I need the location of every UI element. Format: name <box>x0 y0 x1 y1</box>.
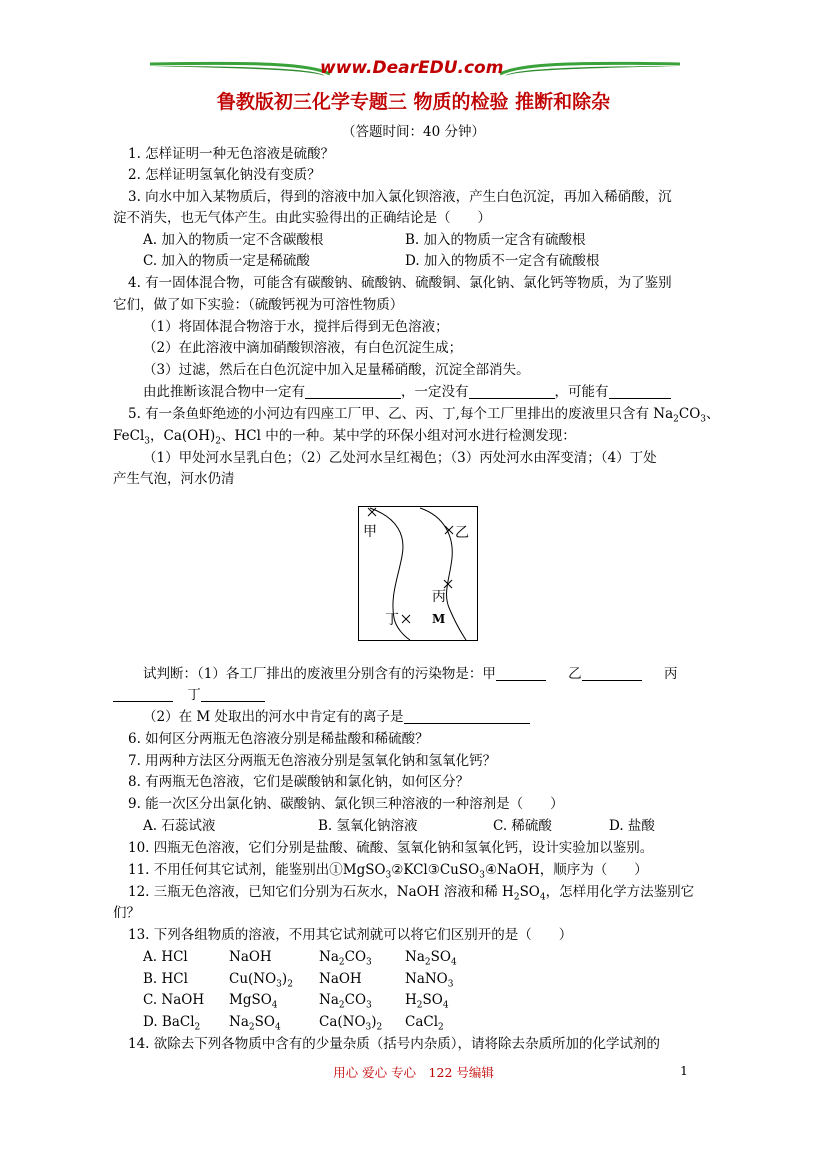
answer-blank[interactable] <box>496 666 546 681</box>
question-9: 9. 能一次区分出氯化钠、碳酸钠、氯化钡三种溶液的一种溶剂是（ ） <box>128 796 564 812</box>
factory-bing-label: 丙 <box>432 589 446 605</box>
question-4-conclusion: 由此推断该混合物中一定有 ，一定没有 ，可能有 <box>143 383 671 401</box>
question-4-step3: （3）过滤，然后在白色沉淀中加入足量稀硝酸，沉淀全部消失。 <box>143 362 530 378</box>
question-4-step1: （1）将固体混合物溶于水，搅拌后得到无色溶液； <box>143 319 449 335</box>
question-3-option-d: D. 加入的物质不一定含有硫酸根 <box>405 253 600 269</box>
question-3-option-c: C. 加入的物质一定是稀硫酸 <box>143 253 310 269</box>
page-number: 1 <box>680 1063 688 1078</box>
question-12-line1: 12. 三瓶无色溶液，已知它们分别为石灰水，NaOH 溶液和稀 $H_2SO_4$，怎样用化学方法鉴别它 <box>128 884 695 903</box>
question-1: 1. 怎样证明一种无色溶液是硫酸？ <box>128 146 335 162</box>
question-9-option-b: B. 氢氧化钠溶液 <box>318 818 418 834</box>
question-10: 10. 四瓶无色溶液，它们分别是盐酸、硫酸、氢氧化钠和氢氧化钙，设计实验加以鉴别。 <box>128 840 654 856</box>
river-map-diagram <box>358 506 478 642</box>
question-13: 13. 下列各组物质的溶液，不用其它试剂就可以将它们区别开的是（ ） <box>128 927 573 943</box>
point-m-label: M <box>432 612 446 626</box>
question-5-judge-line2: 丁 <box>113 686 265 704</box>
answer-blank[interactable] <box>305 384 401 399</box>
question-5-line1: 5. 有一条鱼虾绝迹的小河边有四座工厂甲、乙、丙、丁,每个工厂里排出的废液里只含有 $Na_2CO_3$、 <box>128 406 720 425</box>
page-title: 鲁教版初三化学专题三 物质的检验 推断和除杂 <box>216 91 611 113</box>
answer-blank[interactable] <box>404 709 530 724</box>
answer-blank[interactable] <box>582 666 642 681</box>
question-13-option-b: B. HCl $Cu(NO_3)_2$ NaOH NaNO$_3$ <box>143 971 454 990</box>
question-12-line2: 们？ <box>113 905 140 921</box>
answer-blank[interactable] <box>609 384 671 399</box>
question-3-option-a: A. 加入的物质一定不含碳酸根 <box>143 232 324 248</box>
question-5-line3: （1）甲处河水呈乳白色；（2）乙处河水呈红褐色；（3）丙处河水由浑变清；（4）丁处 <box>143 450 657 466</box>
question-13-option-a: A. HCl NaOH $Na_2CO_3$ $Na_2SO_4$ <box>143 949 457 968</box>
question-5-line2: FeCl$_3$，$Ca(OH)_2$、HCl 中的一种。某中学的环保小组对河水进行检测发现： <box>113 428 576 447</box>
question-9-option-c: C. 稀硫酸 <box>493 818 552 834</box>
question-11: 11. 不用任何其它试剂，能鉴别出①MgSO$_3$②KCl③CuSO$_3$④NaOH，顺序为（ ） <box>128 862 648 881</box>
question-2: 2. 怎样证明氢氧化钠没有变质？ <box>128 167 321 183</box>
factory-jia-label: 甲 <box>363 524 377 540</box>
answer-blank[interactable] <box>113 687 173 702</box>
answer-blank[interactable] <box>469 384 555 399</box>
question-8: 8. 有两瓶无色溶液，它们是碳酸钠和氯化钠，如何区分？ <box>128 774 470 790</box>
question-13-option-d: D. BaCl$_2$ $Na_2SO_4$ $Ca(NO_3)_2$ CaCl$_2$ <box>143 1014 444 1033</box>
question-7: 7. 用两种方法区分两瓶无色溶液分别是氢氧化钠和氢氧化钙？ <box>128 753 497 769</box>
time-note: （答题时间：40 分钟） <box>342 124 485 140</box>
factory-ding-label: 丁 <box>385 612 399 628</box>
question-4-line2: 它们，做了如下实验：（硫酸钙视为可溶性物质） <box>113 297 404 313</box>
page-footer: 用心 爱心 专心 122 号编辑 <box>333 1065 494 1080</box>
question-3-line1: 3. 向水中加入某物质后，得到的溶液中加入氯化钡溶液，产生白色沉淀，再加入稀硝酸，沉 <box>128 189 672 205</box>
question-3-option-b: B. 加入的物质一定含有硫酸根 <box>405 232 586 248</box>
question-5-ions: （2）在 M 处取出的河水中肯定有的离子是 <box>143 708 530 726</box>
factory-yi-label: 乙 <box>455 525 469 541</box>
question-13-option-c: C. NaOH MgSO$_4$ $Na_2CO_3$ $H_2SO_4$ <box>143 992 449 1011</box>
question-14: 14. 欲除去下列各物质中含有的少量杂质（括号内杂质），请将除去杂质所加的化学试剂的 <box>128 1036 661 1052</box>
question-6: 6. 如何区分两瓶无色溶液分别是稀盐酸和稀硫酸？ <box>128 731 429 747</box>
question-3-line2: 淀不消失，也无气体产生。由此实验得出的正确结论是（ ） <box>113 210 491 226</box>
site-logo-text: www.DearEDU.com <box>320 58 504 78</box>
question-5-judge-line1: 试判断：（1）各工厂排出的废液里分别含有的污染物是：甲 乙 丙 <box>143 666 678 682</box>
question-9-option-a: A. 石蕊试液 <box>143 818 216 834</box>
question-4-step2: （2）在此溶液中滴加硝酸钡溶液，有白色沉淀生成； <box>143 340 463 356</box>
answer-blank[interactable] <box>201 687 265 702</box>
question-9-option-d: D. 盐酸 <box>609 818 655 834</box>
question-4-line1: 4. 有一固体混合物，可能含有碳酸钠、硫酸钠、硫酸铜、氯化钠、氯化钙等物质，为了鉴别 <box>128 275 672 291</box>
question-5-line4: 产生气泡，河水仍清 <box>113 471 235 487</box>
